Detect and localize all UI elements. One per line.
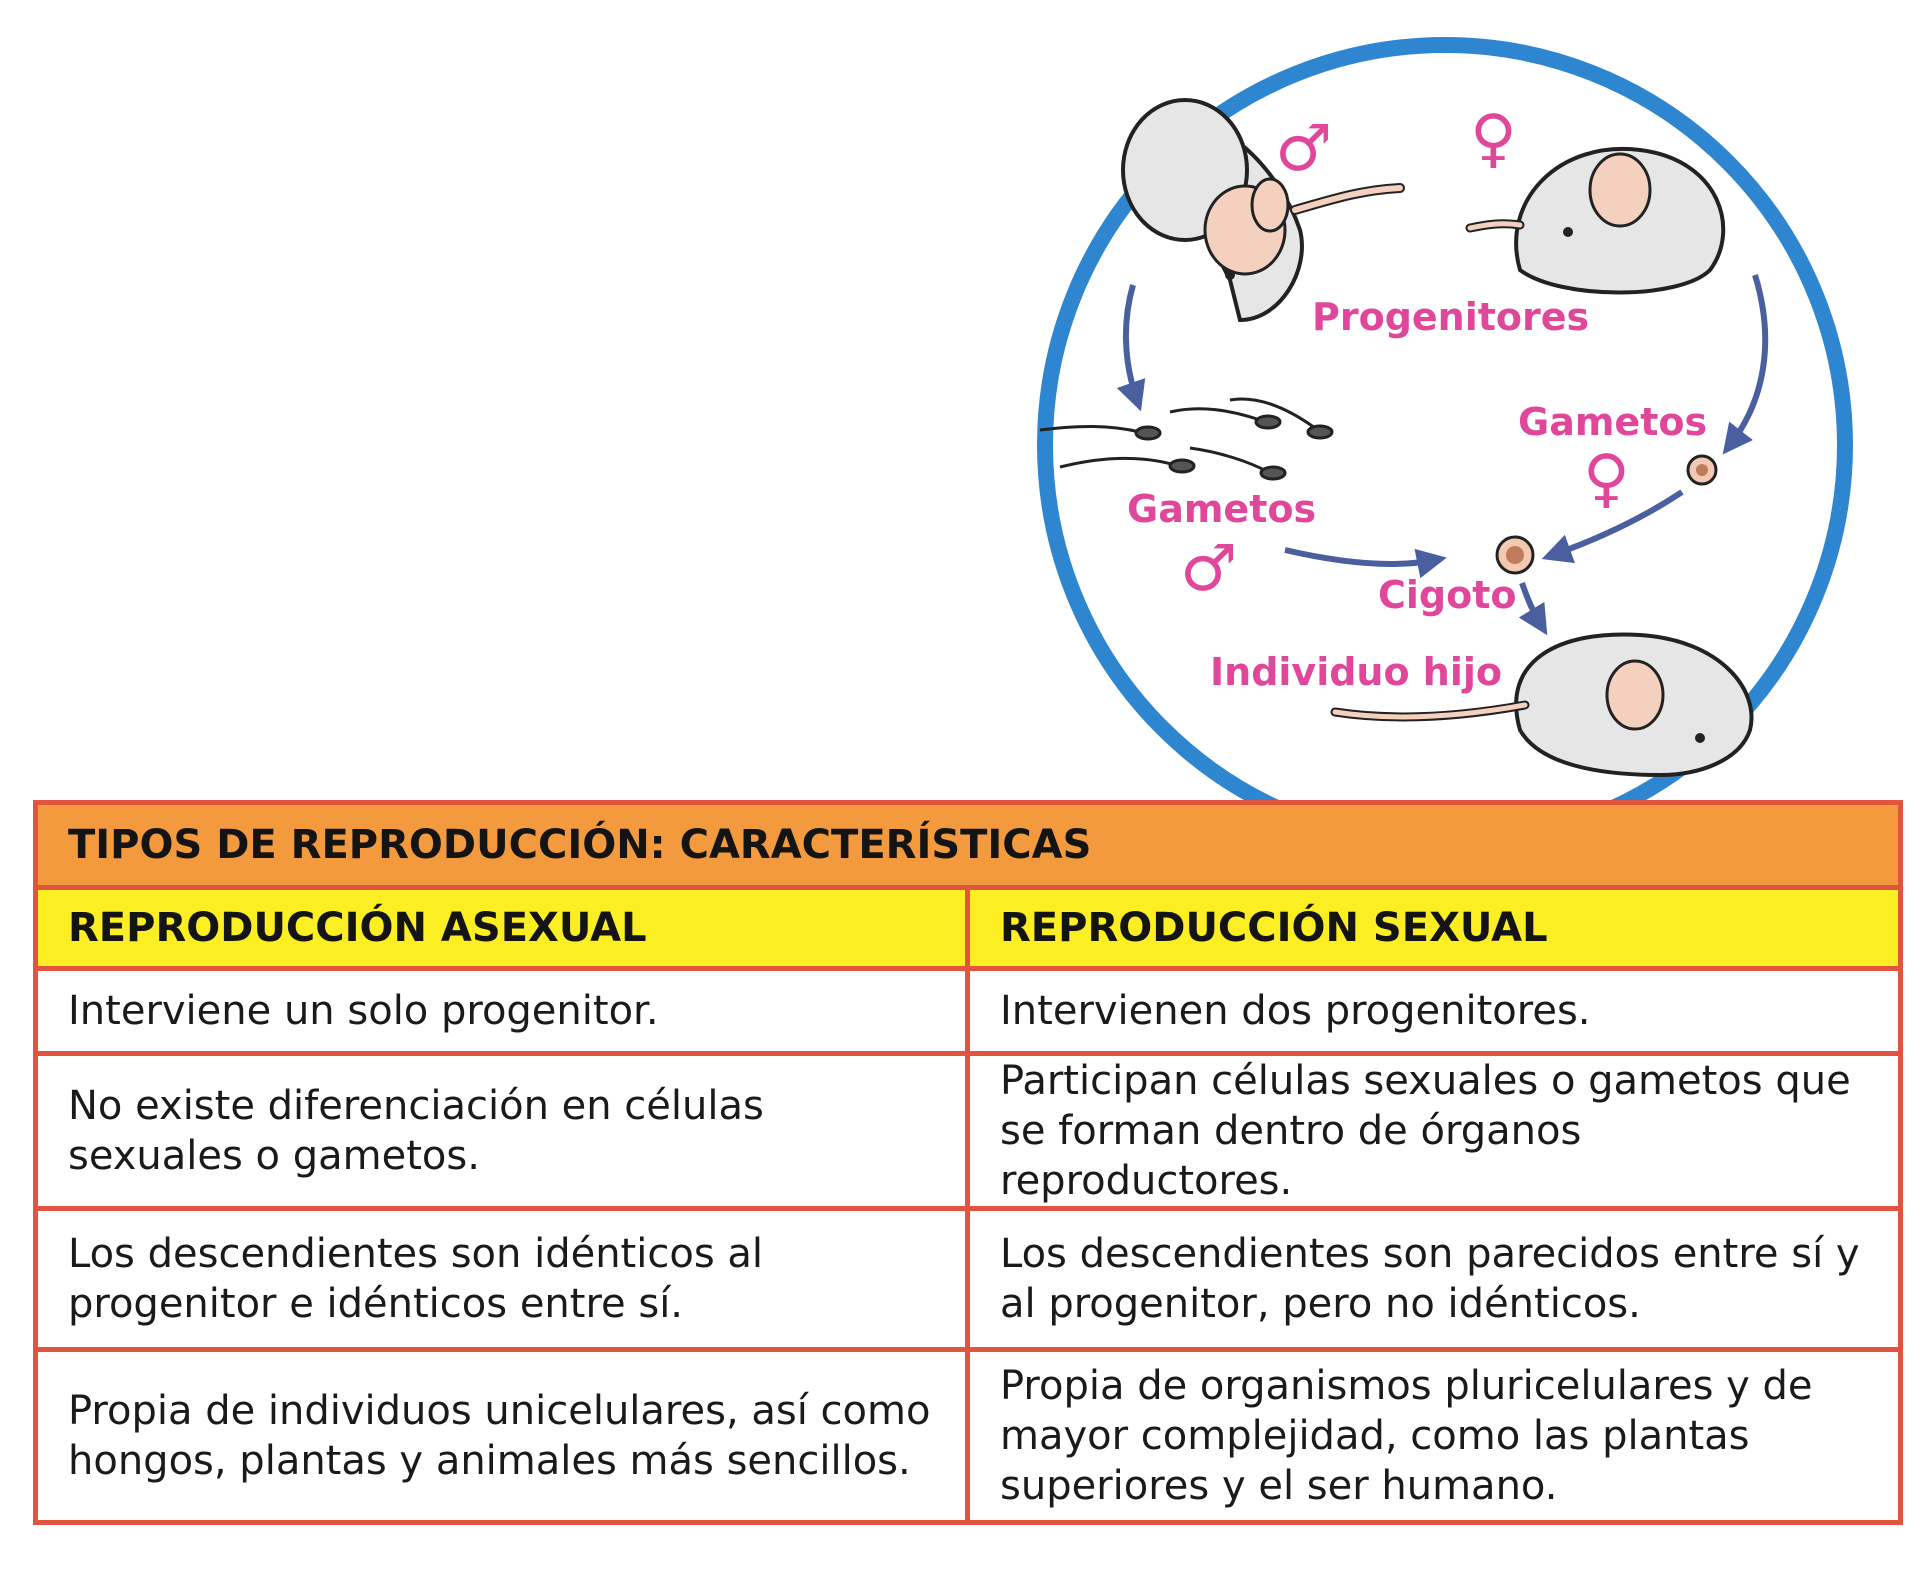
parents-label: Progenitores <box>1312 295 1590 339</box>
reproduction-types-table <box>33 800 1903 1525</box>
table-row <box>36 1209 1901 1350</box>
gametes-male-label: Gametos <box>1127 487 1317 531</box>
cell-sexual: Intervienen dos progenitores. <box>968 969 1901 1054</box>
male-symbol: ♂ <box>1275 112 1333 186</box>
cell-sexual: Propia de organismos pluricelulares y de mayor complejidad, como las plantas superiores y el ser humano. <box>968 1350 1901 1523</box>
header-asexual: REPRODUCCIÓN ASEXUAL <box>36 888 968 969</box>
offspring-label: Individuo hijo <box>1210 650 1503 694</box>
male-symbol-gametes: ♂ <box>1180 532 1238 606</box>
table-title: TIPOS DE REPRODUCCIÓN: CARACTERÍSTICAS <box>36 803 1901 888</box>
table-row <box>36 969 1901 1054</box>
cell-asexual: Los descendientes son idénticos al progenitor e idénticos entre sí. <box>36 1209 968 1350</box>
cell-asexual: Interviene un solo progenitor. <box>36 969 968 1054</box>
cell-sexual: Participan células sexuales o gametos que se forman dentro de órganos reproductores. <box>968 1054 1901 1209</box>
arrow-female-to-gametes <box>1730 275 1765 445</box>
ovum-icon <box>1688 456 1716 484</box>
gametes-female-label: Gametos <box>1518 400 1708 444</box>
table-header-row <box>36 888 1901 969</box>
table-row <box>36 1054 1901 1209</box>
table-title-row <box>36 803 1901 888</box>
zygote-icon <box>1497 537 1533 573</box>
female-symbol-gametes: ♀ <box>1583 442 1630 516</box>
sperm-icon <box>1040 399 1332 479</box>
arrow-male-gametes-to-zygote <box>1285 550 1435 564</box>
female-symbol: ♀ <box>1470 102 1517 176</box>
male-mouse-icon <box>1123 100 1400 320</box>
zygote-label: Cigoto <box>1378 573 1517 617</box>
cell-asexual: No existe diferenciación en células sexuales o gametos. <box>36 1054 968 1209</box>
header-sexual: REPRODUCCIÓN SEXUAL <box>968 888 1901 969</box>
cell-asexual: Propia de individuos unicelulares, así como hongos, plantas y animales más sencillos. <box>36 1350 968 1523</box>
arrow-male-to-gametes <box>1126 285 1137 400</box>
cell-sexual: Los descendientes son parecidos entre sí y al progenitor, pero no idénticos. <box>968 1209 1901 1350</box>
reproduction-cycle-diagram <box>1010 0 1920 870</box>
arrow-zygote-to-offspring <box>1522 583 1541 625</box>
table-row <box>36 1350 1901 1523</box>
